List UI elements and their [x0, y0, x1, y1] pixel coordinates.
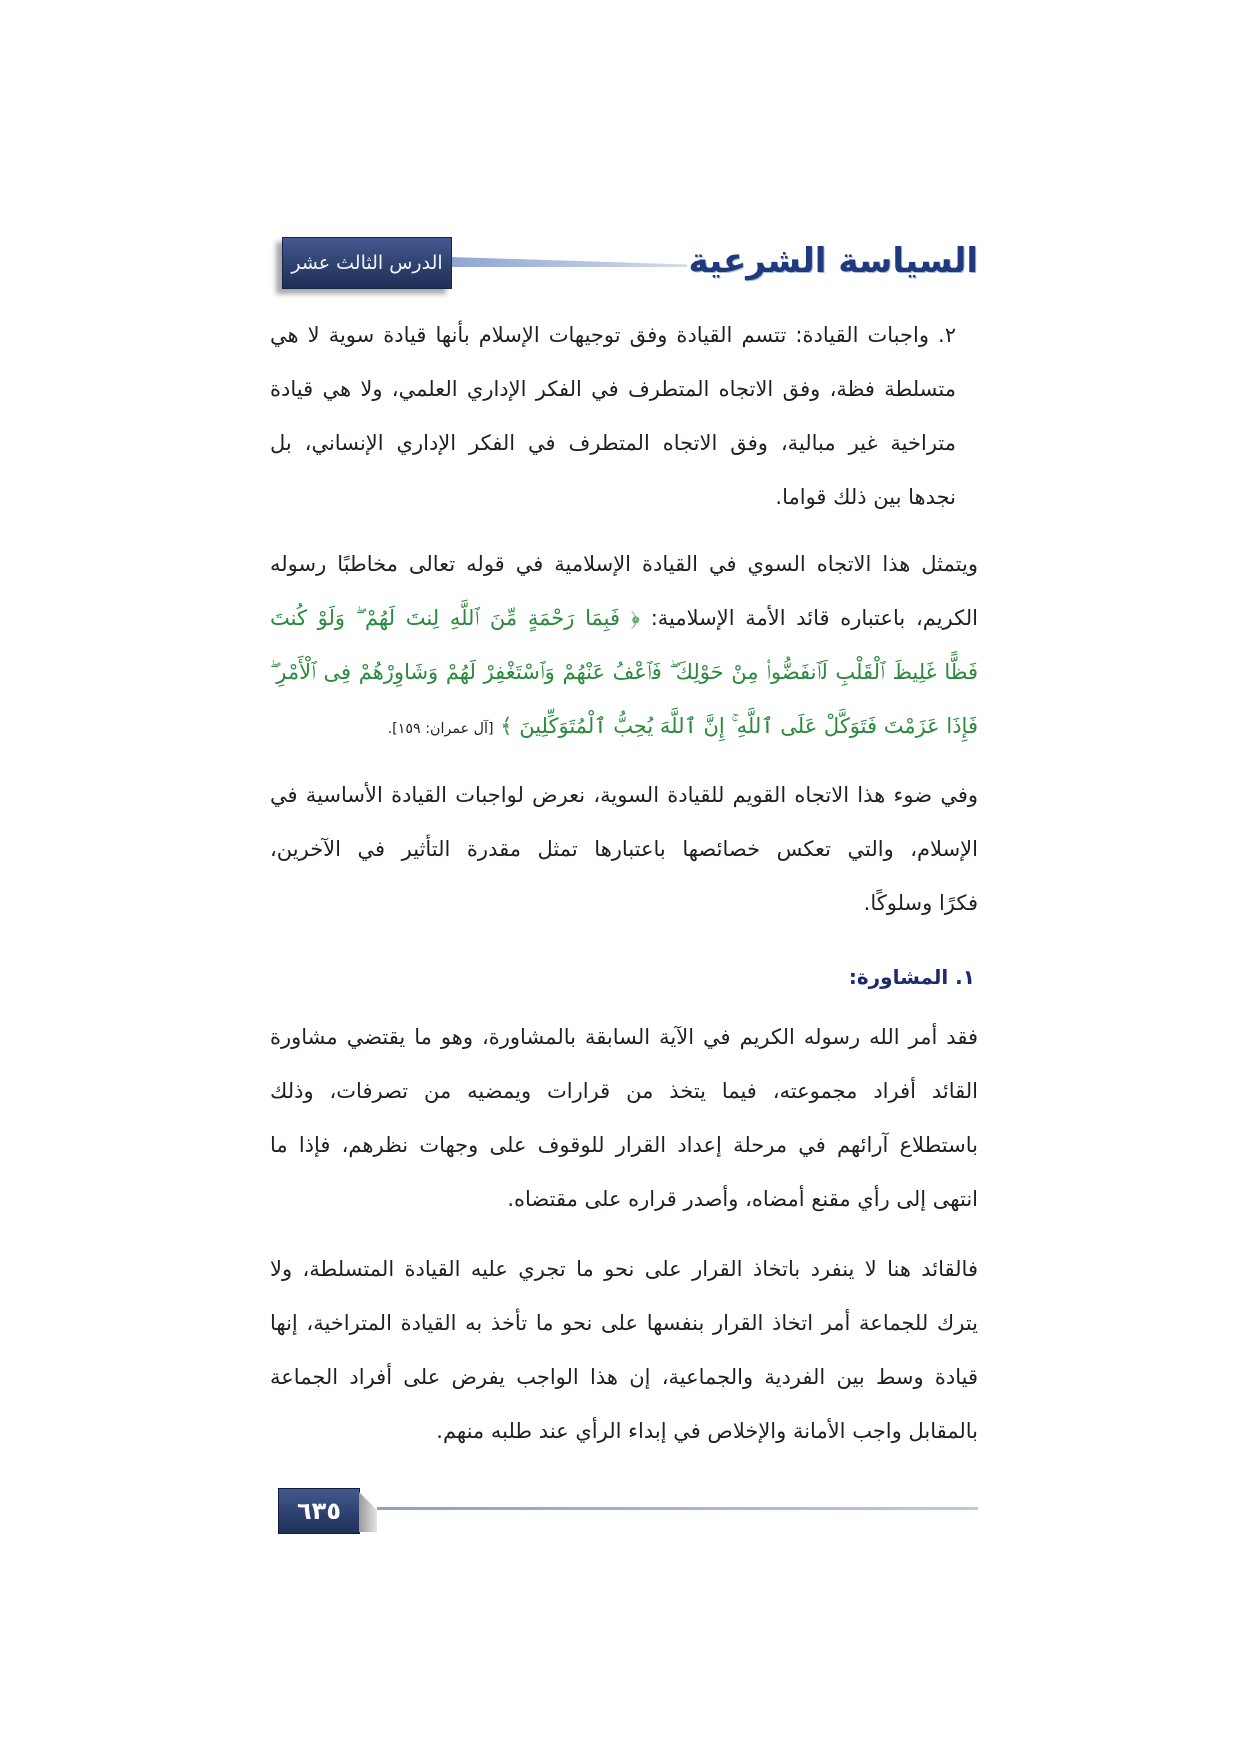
text-line: فقد أمر الله رسوله الكريم في الآية السابقة بالمشاورة، وهو ما يقتضي مشاورة	[270, 1025, 978, 1049]
verse-citation: [آل عمران: ١٥٩].	[387, 721, 494, 737]
text-line: نجدها بين ذلك قواما.	[775, 485, 956, 509]
page-number-shadow	[359, 1492, 377, 1532]
text-line: وفي ضوء هذا الاتجاه القويم للقيادة السوية، نعرض لواجبات القيادة الأساسية في	[270, 783, 978, 807]
text-line: متسلطة فظة، وفق الاتجاه المتطرف في الفكر الإداري العلمي، ولا هي قيادة	[270, 377, 956, 401]
quran-verse-text: فَإِذَا عَزَمْتَ فَتَوَكَّلْ عَلَى ٱللَّهِ ۚ إِنَّ ٱللَّهَ يُحِبُّ ٱلْمُتَوَكِّلِينَ ﴾	[500, 714, 978, 738]
page-number-badge	[278, 1488, 360, 1534]
paragraph-leader-role	[270, 1242, 978, 1458]
text-line: باستطلاع آرائهم في مرحلة إعداد القرار للوقوف على وجهات نظرهم، فإذا ما	[270, 1133, 978, 1157]
text-line: يترك للجماعة أمر اتخاذ القرار بنفسها على نحو ما تأخذ به القيادة المتراخية، إنها	[270, 1311, 978, 1335]
text-line: فكرًا وسلوكًا.	[863, 891, 978, 915]
text-line: ويتمثل هذا الاتجاه السوي في القيادة الإسلامية في قوله تعالى مخاطبًا رسوله	[270, 552, 978, 576]
quran-verse-text: ﴿ فَبِمَا رَحْمَةٍ مِّنَ ٱللَّهِ لِنتَ لَهُمْ ۖ وَلَوْ كُنتَ	[270, 606, 640, 630]
quran-verse-text: فَظًّا غَلِيظَ ٱلْقَلْبِ لَٱنفَضُّوا۟ مِنْ حَوْلِكَ ۖ فَٱعْفُ عَنْهُمْ وَٱسْتَغْفِرْ لَهُمْ وَشَاوِرْهُمْ فِى ٱلْأَمْرِ ۖ	[270, 660, 978, 684]
text-line: القائد أفراد مجموعته، فيما يتخذ من قرارات ويمضيه من تصرفات، وذلك	[270, 1079, 978, 1103]
text-line: فالقائد هنا لا ينفرد باتخاذ القرار على نحو ما تجري عليه القيادة المتسلطة، ولا	[270, 1257, 978, 1281]
text-line: انتهى إلى رأي مقنع أمضاه، وأصدر قراره على مقتضاه.	[507, 1187, 978, 1211]
text-line	[270, 699, 978, 753]
text-line	[270, 591, 978, 645]
text-line: بالمقابل واجب الأمانة والإخلاص في إبداء الرأي عند طلبه منهم.	[436, 1419, 978, 1443]
paragraph-leadership-duties	[270, 308, 956, 524]
text-line: ٢. واجبات القيادة: تتسم القيادة وفق توجيهات الإسلام بأنها قيادة سوية لا هي	[270, 323, 956, 347]
text-line	[270, 645, 978, 699]
text-line: متراخية غير مبالية، وفق الاتجاه المتطرف في الفكر الإداري الإنساني، بل	[270, 431, 956, 455]
page-number: ٦٣٥	[297, 1497, 341, 1525]
paragraph-quran-verse	[270, 537, 978, 753]
text-line: قيادة وسط بين الفردية والجماعية، إن هذا الواجب يفرض على أفراد الجماعة	[270, 1365, 978, 1389]
paragraph-consultation	[270, 1010, 978, 1226]
line-text: الكريم، باعتباره قائد الأمة الإسلامية:	[650, 606, 978, 630]
footer-rule	[377, 1507, 978, 1510]
text-line: الإسلام، والتي تعكس خصائصها باعتبارها تمثل مقدرة التأثير في الآخرين،	[270, 837, 978, 861]
header-rule	[451, 257, 687, 267]
section-heading: ١. المشاورة:	[848, 965, 975, 989]
paragraph-introduction	[270, 768, 978, 930]
lesson-badge-label: الدرس الثالث عشر	[291, 252, 443, 274]
lesson-badge	[282, 237, 452, 289]
book-title: السياسة الشرعية	[688, 241, 978, 281]
